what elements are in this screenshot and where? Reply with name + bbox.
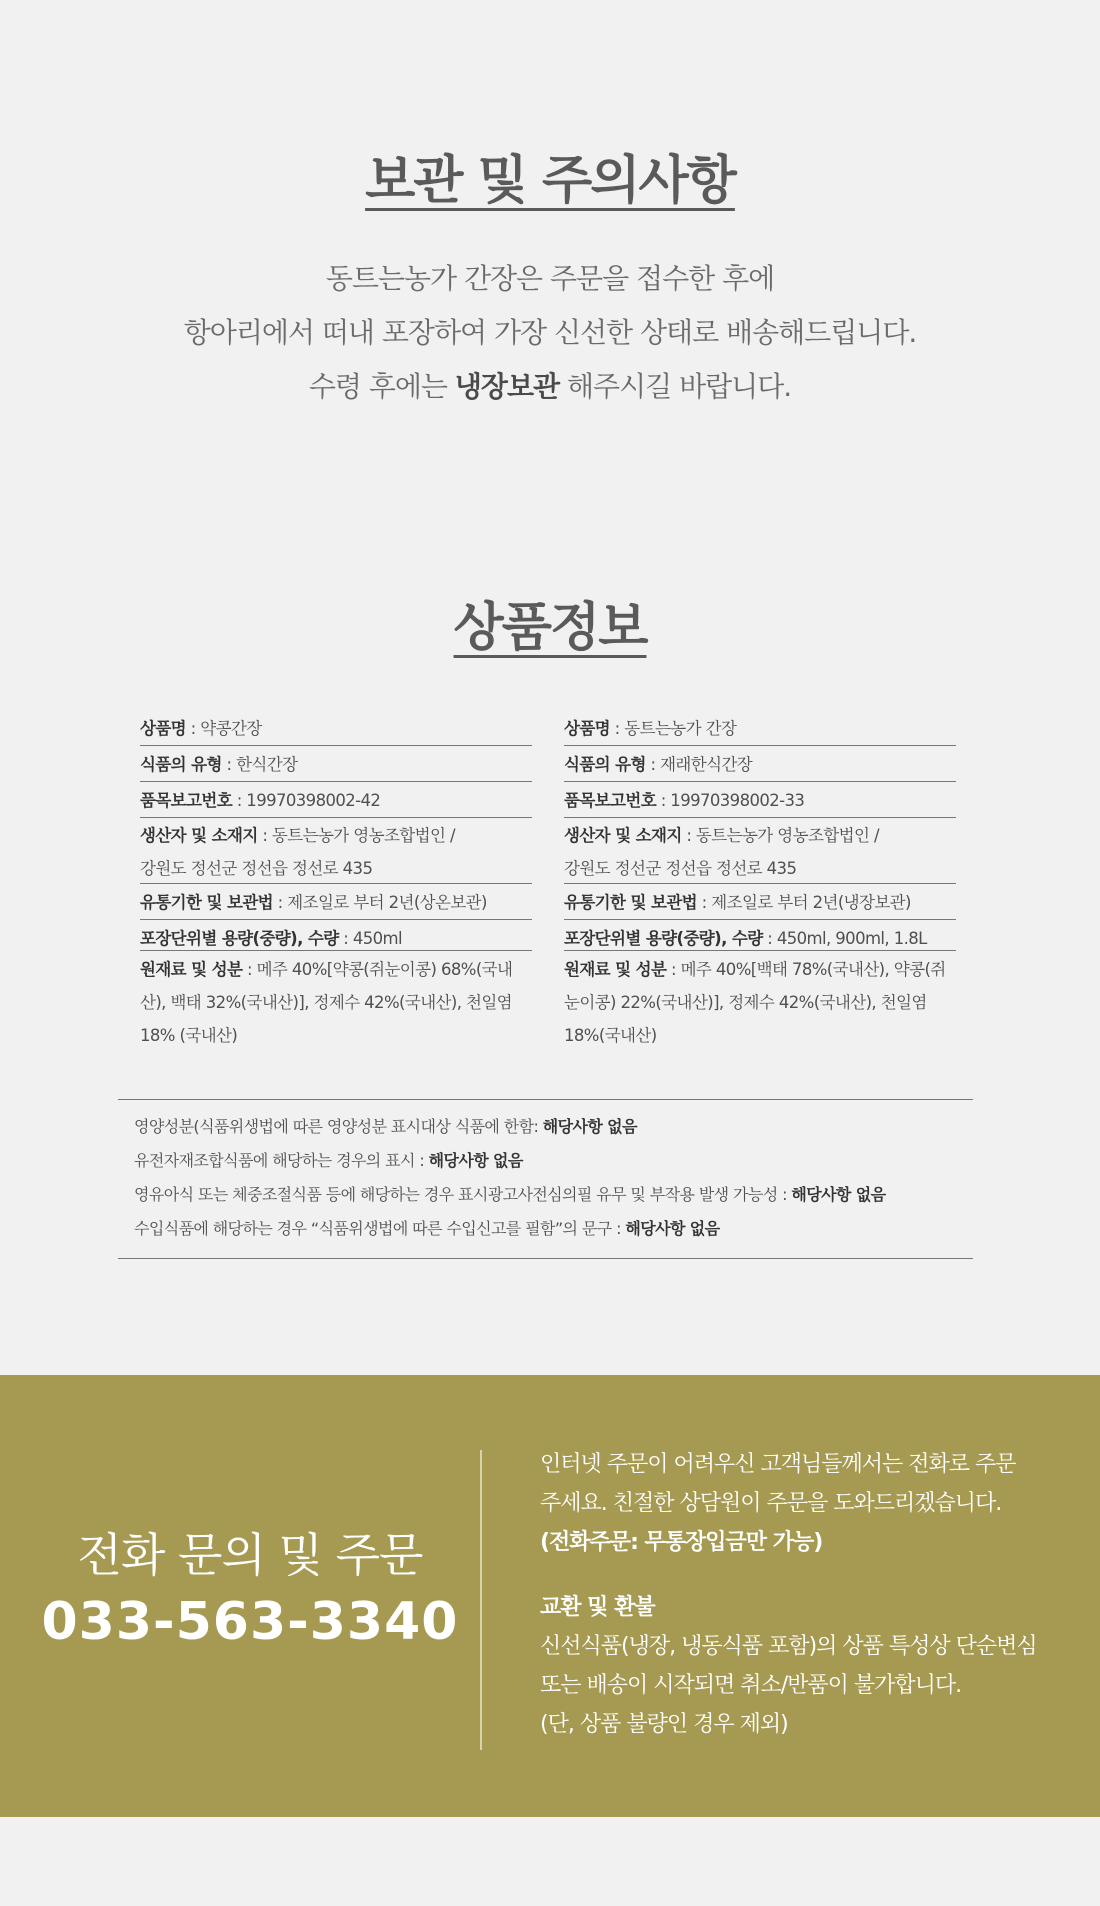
storage-line-3-post: 해주시길 바랍니다. [559, 370, 792, 403]
info-value: : 제조일로 부터 2년(상온보관) [273, 893, 487, 912]
info-value: : 약콩간장 [186, 719, 262, 738]
info-value: : 제조일로 부터 2년(냉장보관) [697, 893, 911, 912]
notice-text: 수입식품에 해당하는 경우 “식품위생법에 따른 수입신고를 필함”의 문구 : [134, 1219, 626, 1238]
info-value-address: 강원도 정선군 정선읍 정선로 435 [140, 859, 373, 878]
contact-phone-block [0, 1525, 480, 1659]
storage-title: 보관 및 주의사항 [365, 151, 735, 211]
info-value: : 메주 40%[백태 78%(국내산), 약콩(쥐눈이콩) 22%(국내산)], 정제수 42%(국내산), 천일염 18%(국내산) [564, 960, 946, 1045]
info-value: : 동트는농가 영농조합법인 / [681, 826, 879, 845]
contact-footer [0, 1375, 1100, 1817]
info-value-address: 강원도 정선군 정선읍 정선로 435 [564, 859, 797, 878]
contact-phone-number[interactable]: 033-563-3340 [41, 1592, 459, 1652]
info-key: 상품명 [140, 719, 187, 738]
info-row-expiry [140, 884, 532, 920]
notice-answer: 해당사항 없음 [542, 1117, 637, 1136]
info-row-volume [564, 920, 956, 951]
notice-answer: 해당사항 없음 [428, 1151, 523, 1170]
info-key: 식품의 유형 [564, 755, 646, 774]
notice-box [118, 1099, 973, 1259]
info-value: : 재래한식간장 [645, 755, 753, 774]
storage-line-1: 동트는농가 간장은 주문을 접수한 후에 [325, 262, 775, 295]
info-row-food-type [140, 746, 532, 782]
info-value: : 메주 40%[약콩(쥐눈이콩) 68%(국내산), 백태 32%(국내산)], 정제수 42%(국내산), 천일염 18% (국내산) [140, 960, 513, 1045]
info-row-food-type [564, 746, 956, 782]
order-refund-info [540, 1445, 1080, 1744]
info-row-ingredients [140, 951, 532, 1052]
info-row-expiry [564, 884, 956, 920]
info-key: 유통기한 및 보관법 [140, 893, 274, 912]
info-key: 품목보고번호 [140, 791, 233, 810]
storage-refrigerate-emphasis: 냉장보관 [454, 370, 560, 403]
spacer [540, 1562, 1080, 1588]
notice-gmo [134, 1144, 957, 1178]
storage-line-2: 항아리에서 떠내 포장하여 가장 신선한 상태로 배송해드립니다. [183, 316, 917, 349]
info-key: 원재료 및 성분 [564, 960, 667, 979]
notice-text: 유전자재조합식품에 해당하는 경우의 표시 : [134, 1151, 429, 1170]
product-info-left-column [140, 710, 532, 1052]
info-value: : 동트는농가 영농조합법인 / [257, 826, 455, 845]
storage-description [0, 252, 1100, 414]
refund-line-3: (단, 상품 불량인 경우 제외) [540, 1712, 788, 1737]
notice-text: 영양성분(식품위생법에 따른 영양성분 표시대상 식품에 한함: [134, 1117, 543, 1136]
notice-imported [134, 1212, 957, 1246]
storage-line-3 [0, 360, 1100, 414]
info-key: 상품명 [564, 719, 611, 738]
info-row-producer [564, 818, 956, 884]
storage-line-3-pre: 수령 후에는 [308, 370, 455, 403]
notice-text: 영유아식 또는 체중조절식품 등에 해당하는 경우 표시광고사전심의필 유무 및 부작용 발생 가능성 : [134, 1185, 792, 1204]
footer-divider [480, 1450, 482, 1750]
info-key: 포장단위별 용량(중량), 수량 [564, 929, 763, 948]
notice-nutrition [134, 1110, 957, 1144]
info-key: 식품의 유형 [140, 755, 222, 774]
refund-line-2: 또는 배송이 시작되면 취소/반품이 불가합니다. [540, 1673, 962, 1698]
info-value: : 450ml [338, 929, 402, 948]
info-row-volume [140, 920, 532, 951]
info-value: : 19970398002-42 [232, 791, 381, 810]
refund-title: 교환 및 환불 [540, 1595, 655, 1620]
bottom-band [0, 1817, 1100, 1906]
info-key: 유통기한 및 보관법 [564, 893, 698, 912]
info-value: : 19970398002-33 [656, 791, 805, 810]
order-line-2: 주세요. 친절한 상담원이 주문을 도와드리겠습니다. [540, 1491, 1002, 1516]
product-info-right-column [564, 710, 956, 1052]
info-key: 품목보고번호 [564, 791, 657, 810]
info-row-report-number [564, 782, 956, 818]
info-row-product-name [564, 710, 956, 746]
info-value: : 동트는농가 간장 [610, 719, 737, 738]
info-value: : 450ml, 900ml, 1.8L [762, 929, 927, 948]
notice-infant-diet [134, 1178, 957, 1212]
notice-answer: 해당사항 없음 [791, 1185, 886, 1204]
contact-heading: 전화 문의 및 주문 [77, 1528, 423, 1582]
info-key: 원재료 및 성분 [140, 960, 243, 979]
info-key: 포장단위별 용량(중량), 수량 [140, 929, 339, 948]
info-row-product-name [140, 710, 532, 746]
info-key: 생산자 및 소재지 [564, 826, 682, 845]
info-value: : 한식간장 [221, 755, 298, 774]
info-key: 생산자 및 소재지 [140, 826, 258, 845]
refund-line-1: 신선식품(냉장, 냉동식품 포함)의 상품 특성상 단순변심 [540, 1634, 1037, 1659]
info-row-ingredients [564, 951, 956, 1052]
info-row-report-number [140, 782, 532, 818]
order-line-1: 인터넷 주문이 어려우신 고객님들께서는 전화로 주문 [540, 1452, 1016, 1477]
product-info-title: 상품정보 [453, 598, 647, 658]
notice-answer: 해당사항 없음 [625, 1219, 720, 1238]
order-payment-note: (전화주문: 무통장입금만 가능) [540, 1530, 823, 1555]
info-row-producer [140, 818, 532, 884]
